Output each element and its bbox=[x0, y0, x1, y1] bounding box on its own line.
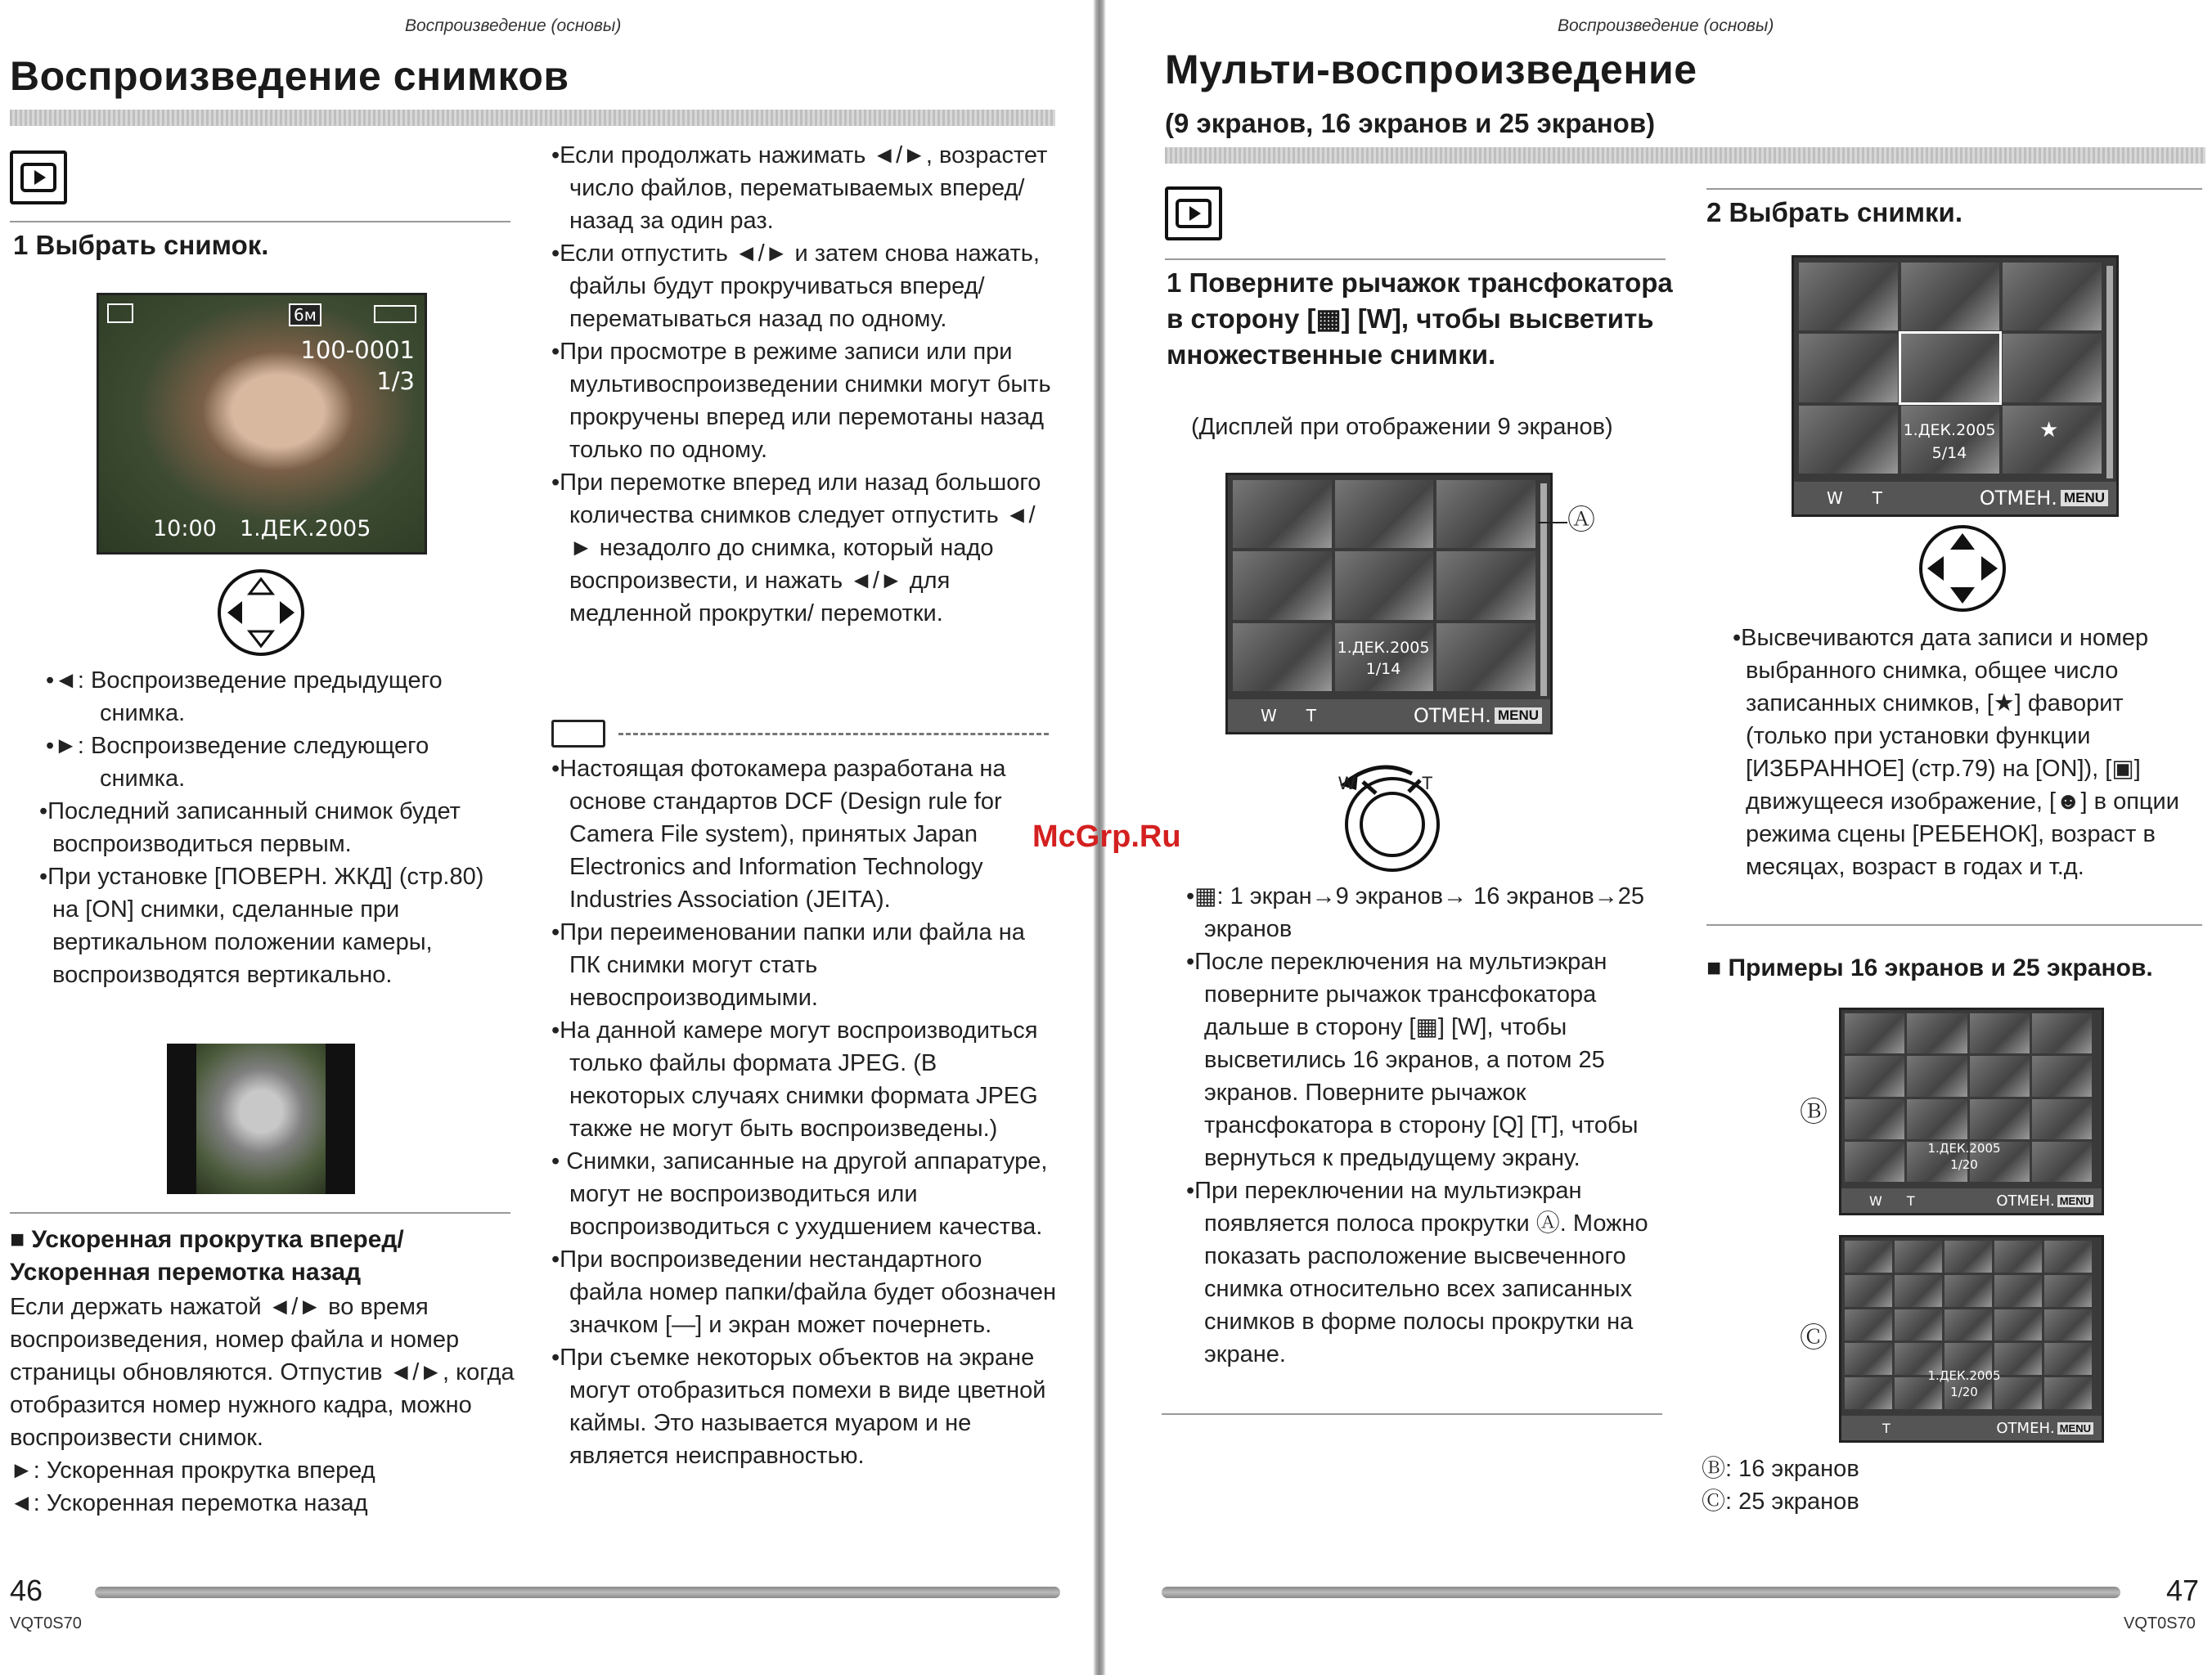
t-label: T bbox=[1882, 1420, 1891, 1436]
thumbnail bbox=[1233, 551, 1332, 619]
thumbnail bbox=[1845, 1377, 1892, 1409]
t-label: T bbox=[1872, 488, 1882, 508]
bullets-left-col2 bbox=[551, 139, 1059, 630]
thumbnail bbox=[1970, 1056, 2030, 1096]
model-code-right: VQT0S70 bbox=[2124, 1614, 2196, 1632]
lcd-status-bar bbox=[1841, 1416, 2102, 1440]
play-indicator-icon bbox=[107, 303, 133, 323]
thumbnail bbox=[1233, 480, 1332, 548]
bullets-left-col1 bbox=[10, 664, 509, 991]
thumbnail bbox=[1233, 623, 1332, 691]
menu-badge: MENU bbox=[1495, 707, 1542, 724]
thumbnail bbox=[1845, 1241, 1892, 1273]
step1-left: 1 Выбрать снимок. bbox=[13, 230, 269, 260]
thumbnail bbox=[1845, 1309, 1892, 1341]
footer-bar-left bbox=[95, 1587, 1060, 1598]
page-title-right: Мульти-воспроизведение bbox=[1165, 47, 1697, 92]
thumbnail bbox=[2003, 334, 2102, 402]
fast-scroll-heading: ■ Ускоренная прокрутка вперед/ Ускоренная перемотка назад bbox=[10, 1226, 404, 1286]
list-item: •Если отпустить ◄/► и затем снова нажать, файлы будут прокручиваться вперед/перематываться назад по одному. bbox=[551, 240, 1040, 332]
step-divider bbox=[10, 221, 510, 222]
w-label: W bbox=[1261, 706, 1277, 725]
thumbnail bbox=[1845, 1013, 1904, 1053]
note-divider bbox=[618, 733, 1049, 735]
menu-badge: MENU bbox=[2061, 490, 2108, 506]
bullets-right-col1 bbox=[1186, 880, 1677, 1371]
thumbnail bbox=[1970, 1013, 2030, 1053]
running-header-left: Воспроизведение (основы) bbox=[405, 16, 622, 35]
thumbnail bbox=[1970, 1099, 2030, 1139]
cancel-label: ОТМЕН. bbox=[1413, 704, 1491, 727]
thumbnail bbox=[2032, 1056, 2092, 1096]
step1-note: (Дисплей при отображении 9 экранов) bbox=[1191, 414, 1613, 440]
lever-w-label: W bbox=[1338, 773, 1356, 793]
thumbnail bbox=[1907, 1099, 1967, 1139]
playback-mode-icon bbox=[10, 150, 67, 204]
thumbnail bbox=[1901, 334, 2000, 402]
scroll-bar bbox=[1540, 483, 1547, 696]
thumbnail bbox=[2044, 1241, 2092, 1273]
thumbnail bbox=[2044, 1275, 2092, 1307]
koala-photo bbox=[167, 1044, 355, 1194]
thumbnail bbox=[1335, 480, 1434, 548]
list-item: •◄: Воспроизведение предыдущего снимка. bbox=[46, 667, 443, 726]
thumbnail bbox=[1799, 406, 1898, 474]
dpad-icon bbox=[216, 568, 306, 658]
t-label: T bbox=[1906, 1192, 1915, 1209]
lcd-select-photo bbox=[1792, 255, 2119, 517]
list-item: •После переключения на мультиэкран поверните рычажок трансфокатора дальше в сторону [▦] [W], чтобы высветились 16 экранов, а потом 25 экранов. Поверните рычажок трансфокатора в сторону [Q] [T], чтобы вернуться к предыдущему экрану. bbox=[1186, 949, 1639, 1171]
lcd-status-bar bbox=[1841, 1188, 2102, 1213]
label-c: Ⓒ bbox=[1800, 1322, 1828, 1354]
watermark: McGrp.Ru bbox=[1032, 820, 1181, 854]
thumbnail bbox=[2044, 1309, 2092, 1341]
fast-scroll-description: Если держать нажатой ◄/► во время воспроизведения, номер файла и номер страницы обновляются. Отпустив ◄/►, когда отобразится номер нужного кадра, можно воспроизвести снимок. bbox=[10, 1294, 515, 1451]
thumbnail bbox=[1845, 1099, 1904, 1139]
list-item: •При перемотке вперед или назад большого количества снимков следует отпустить ◄/► незадолго до снимка, который надо воспроизвести, и нажать ◄/► для медленной прокрутки/ перемотки. bbox=[551, 469, 1041, 626]
thumbnail bbox=[1901, 263, 2000, 330]
resolution-badge: 6м bbox=[289, 303, 321, 326]
thumbnail bbox=[1901, 406, 2000, 474]
bullet-right-col2: •Высвечиваются дата записи и номер выбранного снимка, общее число записанных снимков, [★] фаворит (только при установки функции [ИЗБРАННОЕ] (стр.79) на [ON]), [▣] движущееся изображение, [☻] в опции режима сцены [РЕБЕНОК], возраст в месяцах, возраст в годах и т.д. bbox=[1733, 625, 2179, 880]
menu-badge: MENU bbox=[2057, 1195, 2093, 1207]
thumbnail bbox=[1436, 480, 1535, 548]
list-item: •При переключении на мультиэкран появляется полоса прокрутки Ⓐ. Можно показать расположение высвеченного снимка относительно всех записанных снимков в форме полосы прокрутки на экране. bbox=[1186, 1178, 1648, 1367]
time-readout: 10:00 bbox=[153, 516, 217, 541]
thumbnail bbox=[2032, 1013, 2092, 1053]
title-bar-right bbox=[1165, 147, 2205, 164]
thumbnail bbox=[1994, 1241, 2042, 1273]
note-item: •На данной камере могут воспроизводиться только файлы формата JPEG. (В некоторых случаях снимки формата JPEG также не могут быть воспроизведены.) bbox=[551, 1017, 1038, 1142]
thumbnail bbox=[1994, 1275, 2042, 1307]
thumbnail bbox=[1944, 1275, 1992, 1307]
fast-scroll-text bbox=[10, 1291, 517, 1520]
fast-rewind-line: ◄: Ускоренная перемотка назад bbox=[10, 1490, 368, 1516]
date-25: 1.ДЕК.2005 bbox=[1927, 1368, 2001, 1383]
frame-counter: 1/3 bbox=[376, 367, 415, 395]
list-item: •►: Воспроизведение следующего снимка. bbox=[46, 733, 429, 792]
thumbnail bbox=[2044, 1377, 2092, 1409]
thumbnail bbox=[1845, 1056, 1904, 1096]
file-number: 100-0001 bbox=[300, 336, 415, 364]
frame-step2: 5/14 bbox=[1931, 444, 1967, 462]
thumbnail bbox=[2044, 1343, 2092, 1375]
thumbnail bbox=[2032, 1099, 2092, 1139]
cancel-label: ОТМЕН. bbox=[1996, 1419, 2055, 1437]
w-label: W bbox=[1869, 1192, 1882, 1209]
note-icon bbox=[551, 720, 605, 748]
date-9: 1.ДЕК.2005 bbox=[1337, 639, 1430, 657]
note-item: •При переименовании папки или файла на ПК снимки могут стать невоспроизводимыми. bbox=[551, 919, 1025, 1011]
thumbnail bbox=[1335, 551, 1434, 619]
step2-divider bbox=[1706, 188, 2202, 190]
lcd-status-bar bbox=[1228, 699, 1550, 732]
lcd-status-bar bbox=[1794, 482, 2116, 514]
col-end-divider bbox=[1162, 1413, 1662, 1415]
thumbnail bbox=[1944, 1241, 1992, 1273]
thumbnail bbox=[1799, 263, 1898, 330]
page-title-left: Воспроизведение снимков bbox=[10, 53, 569, 99]
playback-mode-icon-right bbox=[1165, 186, 1222, 240]
list-item: •Если продолжать нажимать ◄/►, возрастет число файлов, перематываемых вперед/назад за один раз. bbox=[551, 142, 1048, 234]
note-item: •При съемке некоторых объектов на экране могут отобразиться помехи в виде цветной каймы. Это называется муаром и не является неисправностью. bbox=[551, 1345, 1046, 1469]
callout-a-label: Ⓐ bbox=[1567, 505, 1595, 536]
cancel-label: ОТМЕН. bbox=[1996, 1192, 2055, 1210]
page-subtitle-right: (9 экранов, 16 экранов и 25 экранов) bbox=[1165, 108, 1656, 138]
label-b: Ⓑ bbox=[1800, 1097, 1828, 1128]
frame-9: 1/14 bbox=[1365, 660, 1401, 678]
thumbnail bbox=[1436, 551, 1535, 619]
step2-right: 2 Выбрать снимки. bbox=[1706, 197, 1963, 227]
thumbnail bbox=[1845, 1142, 1904, 1182]
legend-c: Ⓒ: 25 экранов bbox=[1702, 1489, 1859, 1515]
list-item: •При просмотре в режиме записи или при мультивоспроизведении снимки могут быть прокручены вперед или перемотаны назад только по одному. bbox=[551, 339, 1051, 463]
thumbnail bbox=[1895, 1309, 1942, 1341]
step-divider-right bbox=[1165, 258, 1666, 260]
examples-heading: ■ Примеры 16 экранов и 25 экранов. bbox=[1706, 954, 2153, 981]
w-label: W bbox=[1827, 488, 1843, 508]
lcd-single-photo bbox=[97, 293, 427, 555]
list-item: •Последний записанный снимок будет воспроизводиться первым. bbox=[39, 798, 461, 857]
legend-b: Ⓑ: 16 экранов bbox=[1702, 1456, 1859, 1482]
scroll-bar bbox=[2106, 266, 2113, 478]
list-item: •▦: 1 экран→9 экранов→ 16 экранов→25 экранов bbox=[1186, 883, 1645, 942]
menu-badge: MENU bbox=[2057, 1422, 2093, 1435]
section-divider bbox=[10, 1212, 510, 1214]
page-number-left: 46 bbox=[10, 1574, 43, 1607]
note-item: • Снимки, записанные на другой аппаратуре, могут не воспроизводиться или воспроизводиться с ухудшением качества. bbox=[551, 1148, 1048, 1240]
note-item: •При воспроизведении нестандартного файла номер папки/файла будет обозначен значком [—] и экран может почернеть. bbox=[551, 1246, 1056, 1338]
lcd-25-screens bbox=[1839, 1235, 2104, 1443]
frame-16: 1/20 bbox=[1950, 1157, 1978, 1172]
thumbnail bbox=[1994, 1309, 2042, 1341]
thumbnail bbox=[1907, 1013, 1967, 1053]
examples-divider bbox=[1706, 924, 2202, 926]
thumbnail bbox=[1436, 623, 1535, 691]
legend bbox=[1702, 1453, 1859, 1518]
thumbnail bbox=[2032, 1142, 2092, 1182]
thumbnail bbox=[1335, 623, 1434, 691]
zoom-lever-icon bbox=[1306, 743, 1469, 878]
t-label: T bbox=[1306, 706, 1316, 725]
thumbnail bbox=[1895, 1275, 1942, 1307]
thumbnail bbox=[2003, 263, 2102, 330]
list-item: •При установке [ПОВЕРН. ЖКД] (стр.80) на [ON] снимки, сделанные при вертикальном положении камеры, воспроизводятся вертикально. bbox=[39, 864, 484, 988]
date-step2: 1.ДЕК.2005 bbox=[1903, 421, 1996, 439]
battery-icon bbox=[374, 305, 416, 323]
cancel-label: ОТМЕН. bbox=[1979, 487, 2057, 510]
thumbnail bbox=[1845, 1343, 1892, 1375]
thumbnail bbox=[1944, 1309, 1992, 1341]
thumbnail bbox=[1799, 334, 1898, 402]
callout-a-line bbox=[1538, 522, 1567, 523]
date-readout: 1.ДЕК.2005 bbox=[240, 516, 371, 541]
lever-t-label: T bbox=[1422, 773, 1433, 793]
frame-25: 1/20 bbox=[1950, 1385, 1978, 1399]
favorite-star-icon: ★ bbox=[2039, 418, 2059, 442]
dpad-icon-right bbox=[1918, 523, 2007, 613]
step1-right: 1 Поверните рычажок трансфокатора в сторону [▦] [W], чтобы высветить множественные снимки. bbox=[1167, 267, 1673, 370]
footer-bar-right bbox=[1162, 1587, 2120, 1598]
date-16: 1.ДЕК.2005 bbox=[1927, 1141, 2001, 1156]
thumbnail bbox=[1907, 1056, 1967, 1096]
note-item: •Настоящая фотокамера разработана на основе стандартов DCF (Design rule for Camera File system), принятых Japan Electronics and Information Technology Industries Association (JEITA). bbox=[551, 756, 1006, 913]
notes-left bbox=[551, 752, 1059, 1472]
running-header-right: Воспроизведение (основы) bbox=[1558, 16, 1774, 35]
thumbnail bbox=[1845, 1275, 1892, 1307]
lcd-9-screens bbox=[1225, 473, 1553, 734]
thumbnail bbox=[1895, 1241, 1942, 1273]
model-code-left: VQT0S70 bbox=[10, 1614, 82, 1632]
lcd-16-screens bbox=[1839, 1008, 2104, 1215]
page-number-right: 47 bbox=[2166, 1574, 2200, 1607]
fast-forward-line: ►: Ускоренная прокрутка вперед bbox=[10, 1457, 375, 1484]
title-bar-left bbox=[10, 110, 1055, 126]
